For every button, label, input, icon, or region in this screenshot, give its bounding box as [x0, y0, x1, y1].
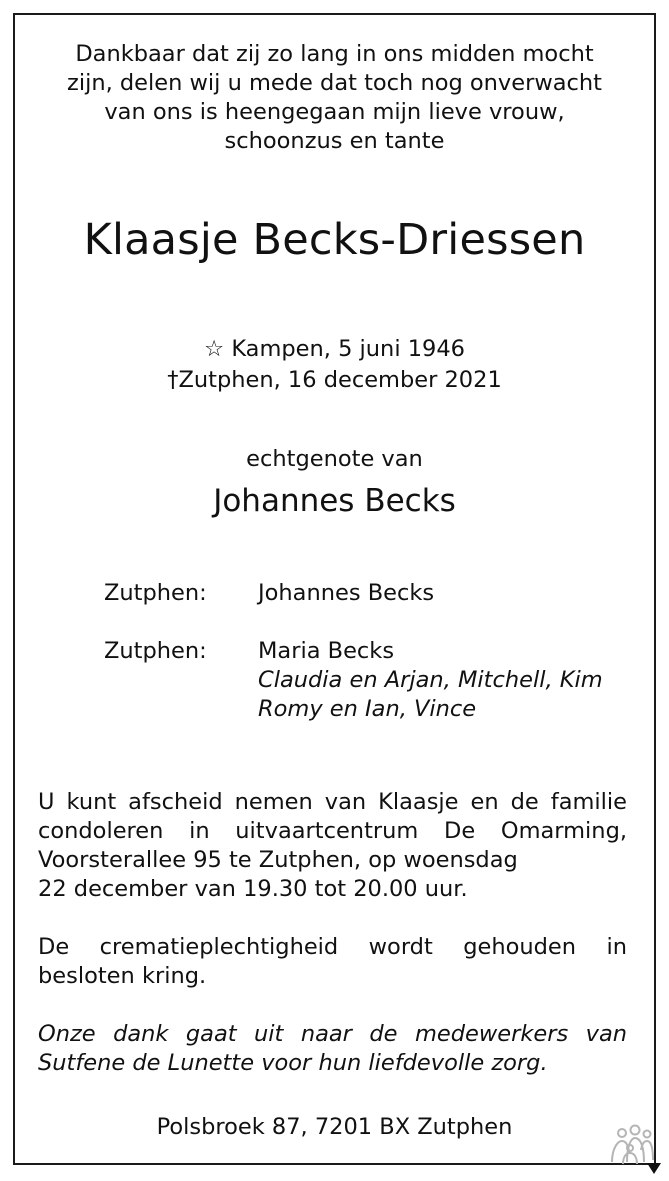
relative-place: Zutphen: — [104, 580, 207, 606]
farewell-line: 22 december van 19.30 tot 20.00 uur. — [38, 876, 468, 902]
relative-place: Zutphen: — [104, 638, 207, 664]
death-text: Zutphen, 16 december 2021 — [178, 367, 502, 393]
down-arrow-icon — [647, 1160, 661, 1172]
intro-text — [40, 40, 629, 156]
birth-text: Kampen, 5 juni 1946 — [231, 336, 465, 362]
deceased-name: Klaasje Becks-Driessen — [83, 215, 586, 265]
cremation-paragraph — [38, 933, 627, 991]
farewell-paragraph — [38, 788, 627, 904]
death-line — [0, 365, 669, 396]
thanks-line: Sutfene de Lunette voor hun liefdevolle zorg. — [38, 1050, 548, 1076]
star-icon: ☆ — [204, 336, 225, 362]
intro-line: zijn, delen wij u mede dat toch nog onverwacht — [67, 70, 602, 96]
farewell-line: condoleren in uitvaartcentrum De Omarming, — [38, 818, 627, 844]
cross-icon: † — [167, 367, 179, 393]
cremation-line: De crematieplechtigheid wordt gehouden in — [38, 934, 627, 960]
birth-line — [0, 334, 669, 365]
relative-children: Claudia en Arjan, Mitchell, Kim — [258, 667, 603, 693]
spouse-intro: echtgenote van — [246, 446, 423, 472]
thanks-line: Onze dank gaat uit naar de medewerkers van — [38, 1021, 627, 1047]
relative-name: Maria Becks — [258, 638, 395, 664]
cremation-line: besloten kring. — [38, 963, 207, 989]
life-dates — [0, 334, 669, 396]
spouse-name: Johannes Becks — [213, 483, 456, 519]
farewell-line: U kunt afscheid nemen van Klaasje en de familie — [38, 789, 627, 815]
family-address: Polsbroek 87, 7201 BX Zutphen — [156, 1114, 513, 1140]
intro-line: van ons is heengegaan mijn lieve vrouw, — [104, 99, 565, 125]
farewell-line: Voorsterallee 95 te Zutphen, op woensdag — [38, 847, 518, 873]
relative-children: Romy en Ian, Vince — [258, 696, 477, 722]
intro-line: schoonzus en tante — [224, 128, 445, 154]
intro-line: Dankbaar dat zij zo lang in ons midden mocht — [75, 41, 594, 67]
thanks-paragraph — [38, 1020, 627, 1078]
relative-name: Johannes Becks — [258, 580, 435, 606]
